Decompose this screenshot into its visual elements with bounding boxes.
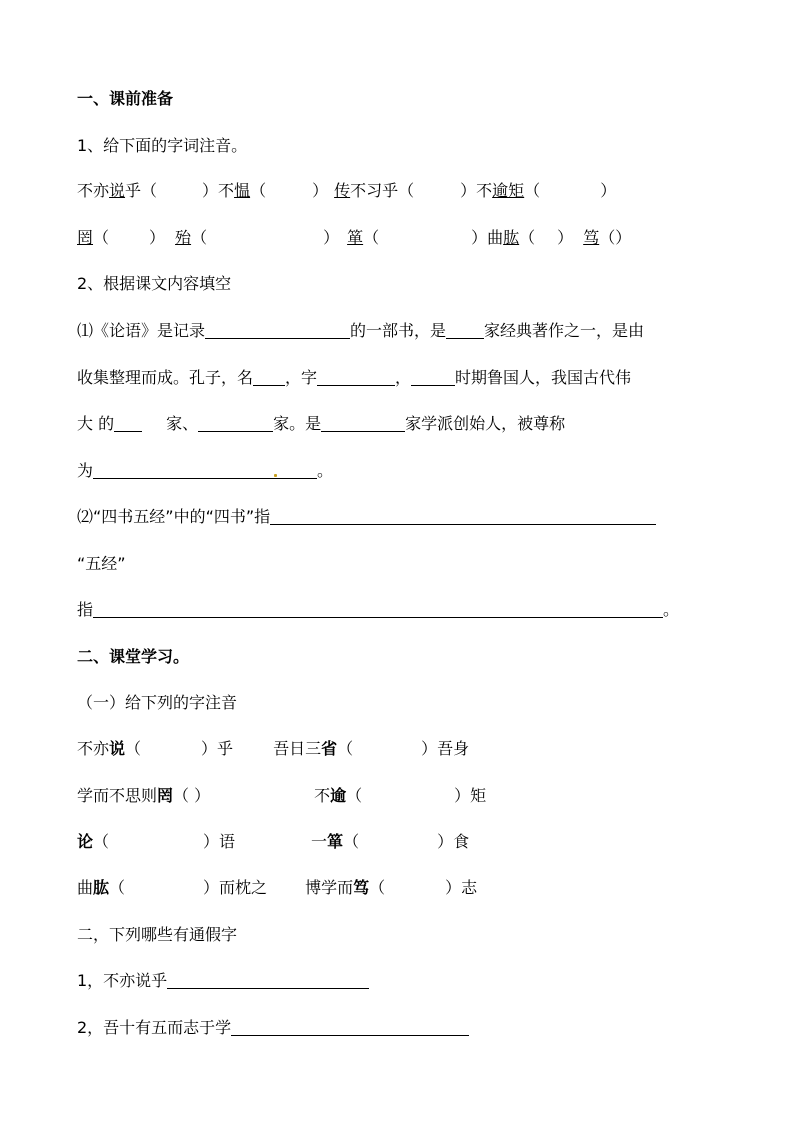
text: ）食 <box>437 832 470 851</box>
bold-char: 说 <box>109 739 126 758</box>
text: 家经典著作之一，是由 <box>484 321 645 340</box>
text: ）乎 <box>201 739 234 758</box>
text: 2，吾十有五而志于学 <box>77 1018 232 1037</box>
blank-role-2[interactable] <box>198 414 273 432</box>
bold-char: 箪 <box>327 832 344 851</box>
text: 家。是 <box>273 414 322 433</box>
text: （ <box>346 786 363 805</box>
bold-char: 罔 <box>157 786 174 805</box>
text: ） <box>557 228 574 247</box>
text: ） <box>323 228 340 247</box>
fill-line-3 <box>77 414 565 434</box>
class-row-3 <box>77 832 469 852</box>
text: （ ） <box>173 786 211 805</box>
text: （ <box>369 878 386 897</box>
text: ） <box>149 228 166 247</box>
blank-five-classics[interactable] <box>93 600 663 618</box>
text: 一 <box>311 832 328 851</box>
text: 学而不思则 <box>77 786 158 805</box>
text: 博学而 <box>305 878 354 897</box>
subsection-title: （一）给下列的字注音 <box>77 693 238 712</box>
text: ）曲 <box>471 228 504 247</box>
text: 。 <box>317 461 334 480</box>
underlined-char: 传 <box>334 181 351 200</box>
text: （ <box>191 228 208 247</box>
blank-four-books[interactable] <box>270 507 656 525</box>
text: ）矩 <box>454 786 487 805</box>
question-2: 2、根据课文内容填空 <box>77 274 232 293</box>
text: ） <box>312 181 329 200</box>
blank-honorific[interactable] <box>93 461 317 479</box>
underlined-char: 笃 <box>583 228 600 247</box>
text: （ <box>337 739 354 758</box>
class-row-2 <box>77 786 486 806</box>
text: （） <box>599 228 632 247</box>
bold-char: 逾 <box>330 786 347 805</box>
pinyin-row-2 <box>77 228 631 248</box>
blank-name[interactable] <box>253 368 285 386</box>
text: ）志 <box>445 878 478 897</box>
section-title-class: 二、课堂学习。 <box>77 647 190 666</box>
text: ⑴《论语》是记录 <box>77 321 206 340</box>
tongjia-item-2 <box>77 1018 469 1038</box>
text: ） <box>600 181 617 200</box>
underlined-char: 肱 <box>503 228 520 247</box>
text: ， <box>395 368 412 387</box>
text: 。 <box>663 600 680 619</box>
text: ）而枕之 <box>203 878 268 897</box>
underlined-word: 逾矩 <box>492 181 525 200</box>
text: 为 <box>77 461 94 480</box>
blank-courtesy-name[interactable] <box>317 368 395 386</box>
text: （ <box>363 228 380 247</box>
text: 曲 <box>77 878 94 897</box>
tongjia-item-1 <box>77 971 369 991</box>
text: ）不 <box>202 181 235 200</box>
text: 指 <box>77 600 94 619</box>
text: 不亦 <box>77 181 110 200</box>
text: （ <box>93 228 110 247</box>
text: 不亦 <box>77 739 110 758</box>
fill-line-1 <box>77 321 644 341</box>
fill-line-7 <box>77 600 679 620</box>
underlined-char: 箪 <box>347 228 364 247</box>
text: 家、 <box>166 414 199 433</box>
section-title-tongjia: 二，下列哪些有通假字 <box>77 925 238 944</box>
text: （ <box>93 832 110 851</box>
underlined-char: 说 <box>109 181 126 200</box>
underlined-char: 罔 <box>77 228 94 247</box>
text: 不 <box>314 786 331 805</box>
fill-line-5 <box>77 507 656 527</box>
class-row-4 <box>77 878 477 898</box>
text: ，字 <box>285 368 318 387</box>
blank-tongjia-2[interactable] <box>231 1018 469 1036</box>
blank-record[interactable] <box>205 321 350 339</box>
text: 时期鲁国人，我国古代伟 <box>455 368 632 387</box>
text: 收集整理而成。孔子，名 <box>77 368 254 387</box>
bold-char: 笃 <box>353 878 370 897</box>
stray-mark <box>274 474 277 477</box>
blank-school-founder[interactable] <box>321 414 405 432</box>
text: （ <box>109 878 126 897</box>
text: （ <box>519 228 536 247</box>
text: ⑵“四书五经”中的“四书”指 <box>77 507 271 526</box>
text: 家学派创始人，被尊称 <box>405 414 566 433</box>
fill-line-2 <box>77 368 631 388</box>
underlined-char: 愠 <box>234 181 251 200</box>
pinyin-row-1 <box>77 181 616 201</box>
text: （ <box>524 181 541 200</box>
text: ）不 <box>460 181 493 200</box>
text: 大 的 <box>77 414 115 433</box>
underlined-char: 殆 <box>175 228 192 247</box>
bold-char: 肱 <box>93 878 110 897</box>
text: （ <box>343 832 360 851</box>
text: 吾日三 <box>273 739 322 758</box>
fill-line-6: “五经” <box>77 554 126 573</box>
text: 1，不亦说乎 <box>77 971 168 990</box>
text: （ <box>250 181 267 200</box>
text: 不习乎（ <box>350 181 415 200</box>
text: ）语 <box>203 832 236 851</box>
blank-role-1[interactable] <box>114 414 142 432</box>
bold-char: 省 <box>321 739 338 758</box>
question-1: 1、给下面的字词注音。 <box>77 136 248 155</box>
bold-char: 论 <box>77 832 94 851</box>
text: 的一部书，是 <box>350 321 447 340</box>
text: （ <box>125 739 142 758</box>
text: 乎（ <box>125 181 158 200</box>
class-row-1 <box>77 739 469 759</box>
fill-line-4 <box>77 461 333 481</box>
blank-tongjia-1[interactable] <box>167 971 369 989</box>
text: ）吾身 <box>421 739 470 758</box>
blank-school[interactable] <box>446 321 484 339</box>
blank-period[interactable] <box>411 368 455 386</box>
section-title-prep: 一、课前准备 <box>77 89 174 108</box>
